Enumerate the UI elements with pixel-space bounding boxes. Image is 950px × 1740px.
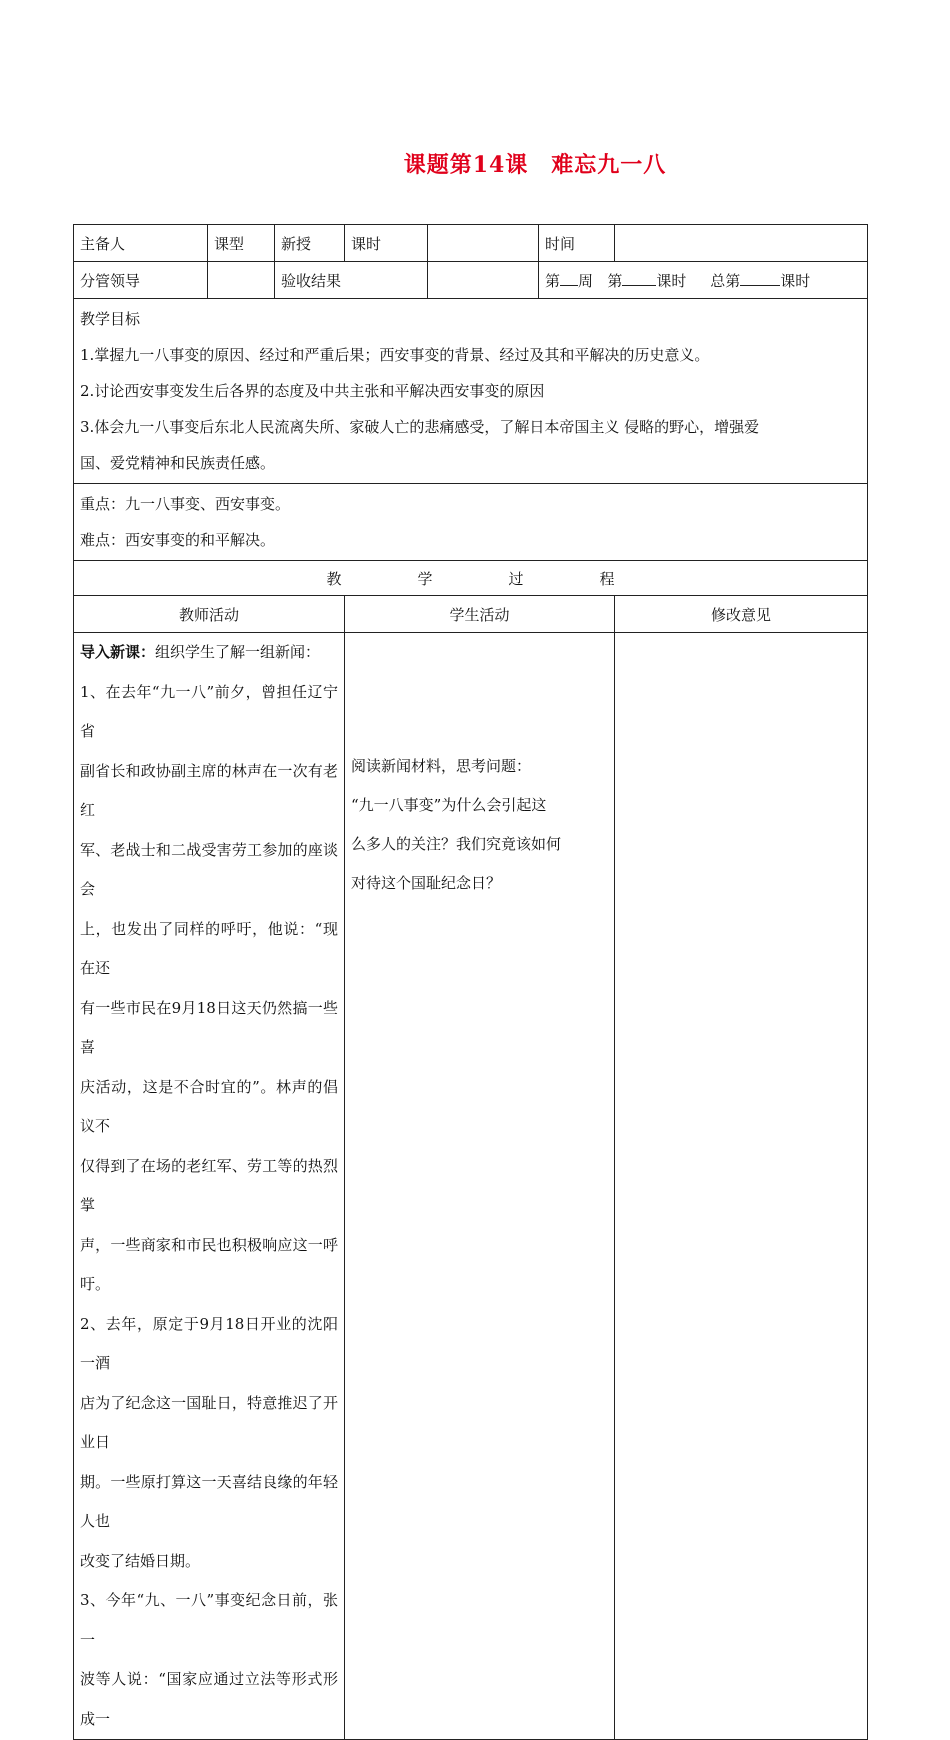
activity-row (74, 633, 868, 1740)
objective-item: 2.讨论西安事变发生后各界的态度及中共主张和平解决西安事变的原因 (80, 382, 545, 400)
objectives-heading: 教学目标 (80, 310, 141, 328)
teacher-line: 店为了纪念这一国耻日，特意推迟了开业日 (80, 1393, 338, 1451)
teacher-line: 上，也发出了同样的呼吁，他说：“现在还 (80, 919, 338, 977)
lesson-plan-table (73, 224, 868, 1740)
result-label: 验收结果 (275, 262, 428, 299)
teacher-line: 3、今年“九、一八”事变纪念日前，张一 (80, 1591, 338, 1649)
process-heading (74, 561, 868, 596)
teacher-activity-cell (74, 633, 345, 1740)
type-value: 新授 (275, 225, 345, 262)
revision-column-header: 修改意见 (615, 596, 868, 633)
teacher-line: 军、老战士和二战受害劳工参加的座谈会 (80, 840, 338, 898)
teacher-line: 2、去年，原定于9月18日开业的沈阳一酒 (80, 1314, 338, 1372)
total-blank (740, 271, 780, 286)
teacher-line: 仅得到了在场的老红军、劳工等的热烈掌 (80, 1156, 338, 1214)
result-value (428, 262, 539, 299)
time-value (615, 225, 868, 262)
objective-item: 3.体会九一八事变后东北人民流离失所、家破人亡的悲痛感受，了解日本帝国主义 侵略的野心，增强爱 (80, 418, 760, 436)
student-line: 么多人的关注？我们究竟该如何 (351, 835, 562, 853)
intro-line (80, 633, 338, 673)
key-points-row (74, 484, 868, 561)
student-line: “九一八事变”为什么会引起这 (351, 796, 547, 814)
lesson-blank (622, 271, 656, 286)
teacher-line: 改变了结婚日期。 (80, 1551, 201, 1570)
process-char: 教 (326, 569, 342, 588)
teacher-line: 副省长和政协副主席的林声在一次有老红 (80, 761, 338, 819)
week-blank (560, 271, 578, 286)
key-points-cell (74, 484, 868, 561)
teacher-line: 波等人说：“国家应通过立法等形式形成一 (80, 1670, 338, 1728)
teacher-line: 1、在去年“九一八”前夕，曾担任辽宁省 (80, 682, 338, 740)
total-suffix: 课时 (780, 271, 811, 290)
student-activity-cell (345, 633, 615, 1740)
week-prefix: 第 (545, 271, 561, 290)
lesson-suffix: 课时 (656, 271, 687, 290)
teacher-line: 期。一些原打算这一天喜结良缘的年轻人也 (80, 1472, 338, 1530)
objectives-row (74, 299, 868, 484)
header-row-1 (74, 225, 868, 262)
teacher-line: 庆活动，这是不合时宜的”。林声的倡议不 (80, 1077, 338, 1135)
revision-cell (615, 633, 868, 1740)
preparer-label: 主备人 (74, 225, 208, 262)
teacher-line: 声，一些商家和市民也积极响应这一呼吁。 (80, 1235, 338, 1293)
student-line: 阅读新闻材料，思考问题： (351, 757, 532, 775)
type-label: 课型 (208, 225, 275, 262)
lesson-prefix: 第 (607, 271, 623, 290)
time-label: 时间 (539, 225, 615, 262)
teacher-column-header: 教师活动 (74, 596, 345, 633)
difficulty-point: 难点：西安事变的和平解决。 (80, 531, 276, 549)
total-prefix: 总第 (710, 271, 741, 290)
focus-point: 重点：九一八事变、西安事变。 (80, 495, 291, 513)
process-char: 学 (417, 569, 433, 588)
lesson-title: 课题第14课 难忘九一八 (403, 152, 667, 178)
column-header-row (74, 596, 868, 633)
leader-label: 分管领导 (74, 262, 208, 299)
teacher-line: 有一些市民在9月18日这天仍然搞一些喜 (80, 998, 338, 1056)
header-row-2 (74, 262, 868, 299)
leader-value (208, 262, 275, 299)
schedule-cell (539, 262, 868, 299)
objective-item: 国、爱党精神和民族责任感。 (80, 454, 276, 472)
process-char: 程 (599, 569, 615, 588)
process-row (74, 561, 868, 596)
week-suffix: 周 (578, 271, 594, 290)
hours-label: 课时 (345, 225, 428, 262)
student-line: 对待这个国耻纪念日？ (351, 874, 502, 892)
student-column-header: 学生活动 (345, 596, 615, 633)
process-char: 过 (508, 569, 524, 588)
objectives-cell (74, 299, 868, 484)
intro-rest: 组织学生了解一组新闻： (155, 643, 321, 661)
objective-item: 1.掌握九一八事变的原因、经过和严重后果；西安事变的背景、经过及其和平解决的历史意义。 (80, 346, 710, 364)
intro-bold: 导入新课： (80, 643, 156, 661)
hours-value (428, 225, 539, 262)
